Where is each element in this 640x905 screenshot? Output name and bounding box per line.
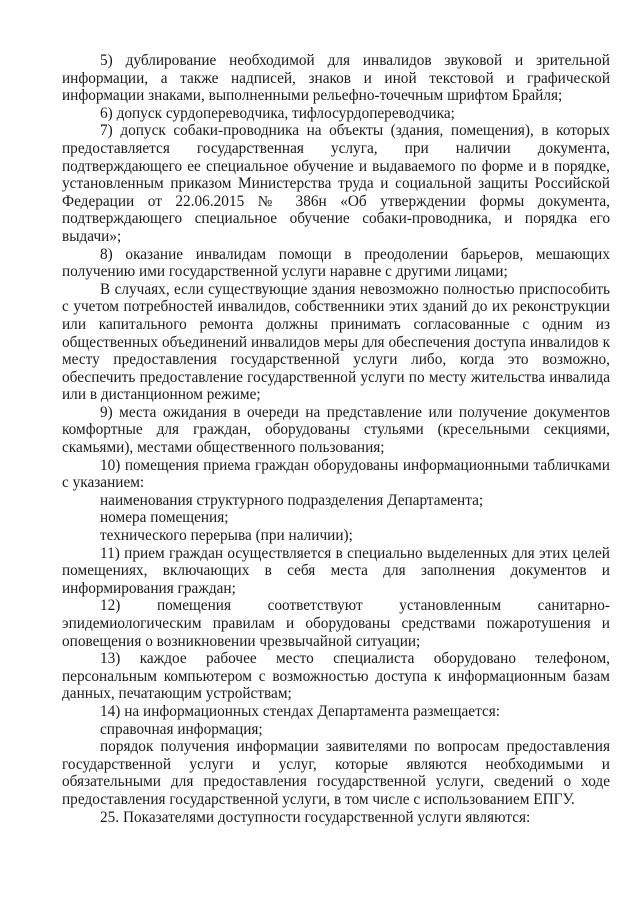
paragraph-signage-break: технического перерыва (при наличии);	[100, 527, 353, 545]
paragraph-building-adaptation: В случаях, если существующие здания невозможно полностью приспособить с учетом потребностей инвалидов, собственники этих зданий до их реконструкции или капитального ремонта должны принимать согласованные с одним из общественных объединений инвалидов меры для обеспечения доступа инвалидов к месту предоставления государственной услуги либо, когда это возможно, обеспечить предоставление государственной услуги по месту жительства инвалида или в дистанционном режиме;	[62, 280, 610, 404]
paragraph-item-9: 9) места ожидания в очереди на представление или получение документов комфортные для граждан, оборудованы стульями (кресельными секциями, скамьями), местами общественного пользования;	[62, 403, 610, 457]
paragraph-item-11: 11) прием граждан осуществляется в специально выделенных для этих целей помещениях, включающих в себя места для заполнения документов и информирования граждан;	[62, 544, 610, 597]
paragraph-item-7: 7) допуск собаки-проводника на объекты (здания, помещения), в которых предоставляется государственная услуга, при наличии документа, подтверждающего ее специальное обучение и выдаваемого по форме и в порядке, установленным приказом Министерства труда и социальной защиты Российской Федерации от 22.06.2015 № 386н «Об утверждении формы документа, подтверждающего специальное обучение собаки-проводника, и порядка его выдачи»;	[62, 122, 610, 245]
paragraph-info-procedure: порядок получения информации заявителями по вопросам предоставления государственной услуги и услуг, которые являются необходимыми и обязательными для предоставления государственной услуги, сведений о ходе предоставления государственной услуги, в том числе с использованием ЕПГУ.	[62, 738, 610, 808]
paragraph-item-6: 6) допуск сурдопереводчика, тифлосурдопереводчика;	[100, 104, 455, 122]
paragraph-item-10: 10) помещения приема граждан оборудованы информационными табличками с указанием:	[62, 456, 610, 492]
paragraph-reference-info: справочная информация;	[100, 720, 263, 738]
paragraph-item-25: 25. Показателями доступности государственной услуги являются:	[100, 808, 531, 826]
paragraph-signage-room: номера помещения;	[100, 509, 229, 527]
paragraph-item-5: 5) дублирование необходимой для инвалидов звуковой и зрительной информации, а также надписей, знаков и иной текстовой и графической информации знаками, выполненными рельефно-точечным шрифтом Брайля;	[62, 52, 610, 105]
paragraph-item-13: 13) каждое рабочее место специалиста оборудовано телефоном, персональным компьютером с возможностью доступа к информационным базам данных, печатающим устройствам;	[62, 650, 610, 703]
document-page	[62, 52, 610, 826]
paragraph-item-8: 8) оказание инвалидам помощи в преодолении барьеров, мешающих получению ими государственной услуги наравне с другими лицами;	[62, 245, 610, 281]
paragraph-item-14: 14) на информационных стендах Департамента размещается:	[100, 702, 501, 720]
paragraph-item-12: 12) помещения соответствуют установленным санитарно-эпидемиологическим правилам и оборудованы средствами пожаротушения и оповещения о возникновении чрезвычайной ситуации;	[62, 597, 610, 650]
paragraph-signage-department: наименования структурного подразделения Департамента;	[100, 491, 484, 509]
